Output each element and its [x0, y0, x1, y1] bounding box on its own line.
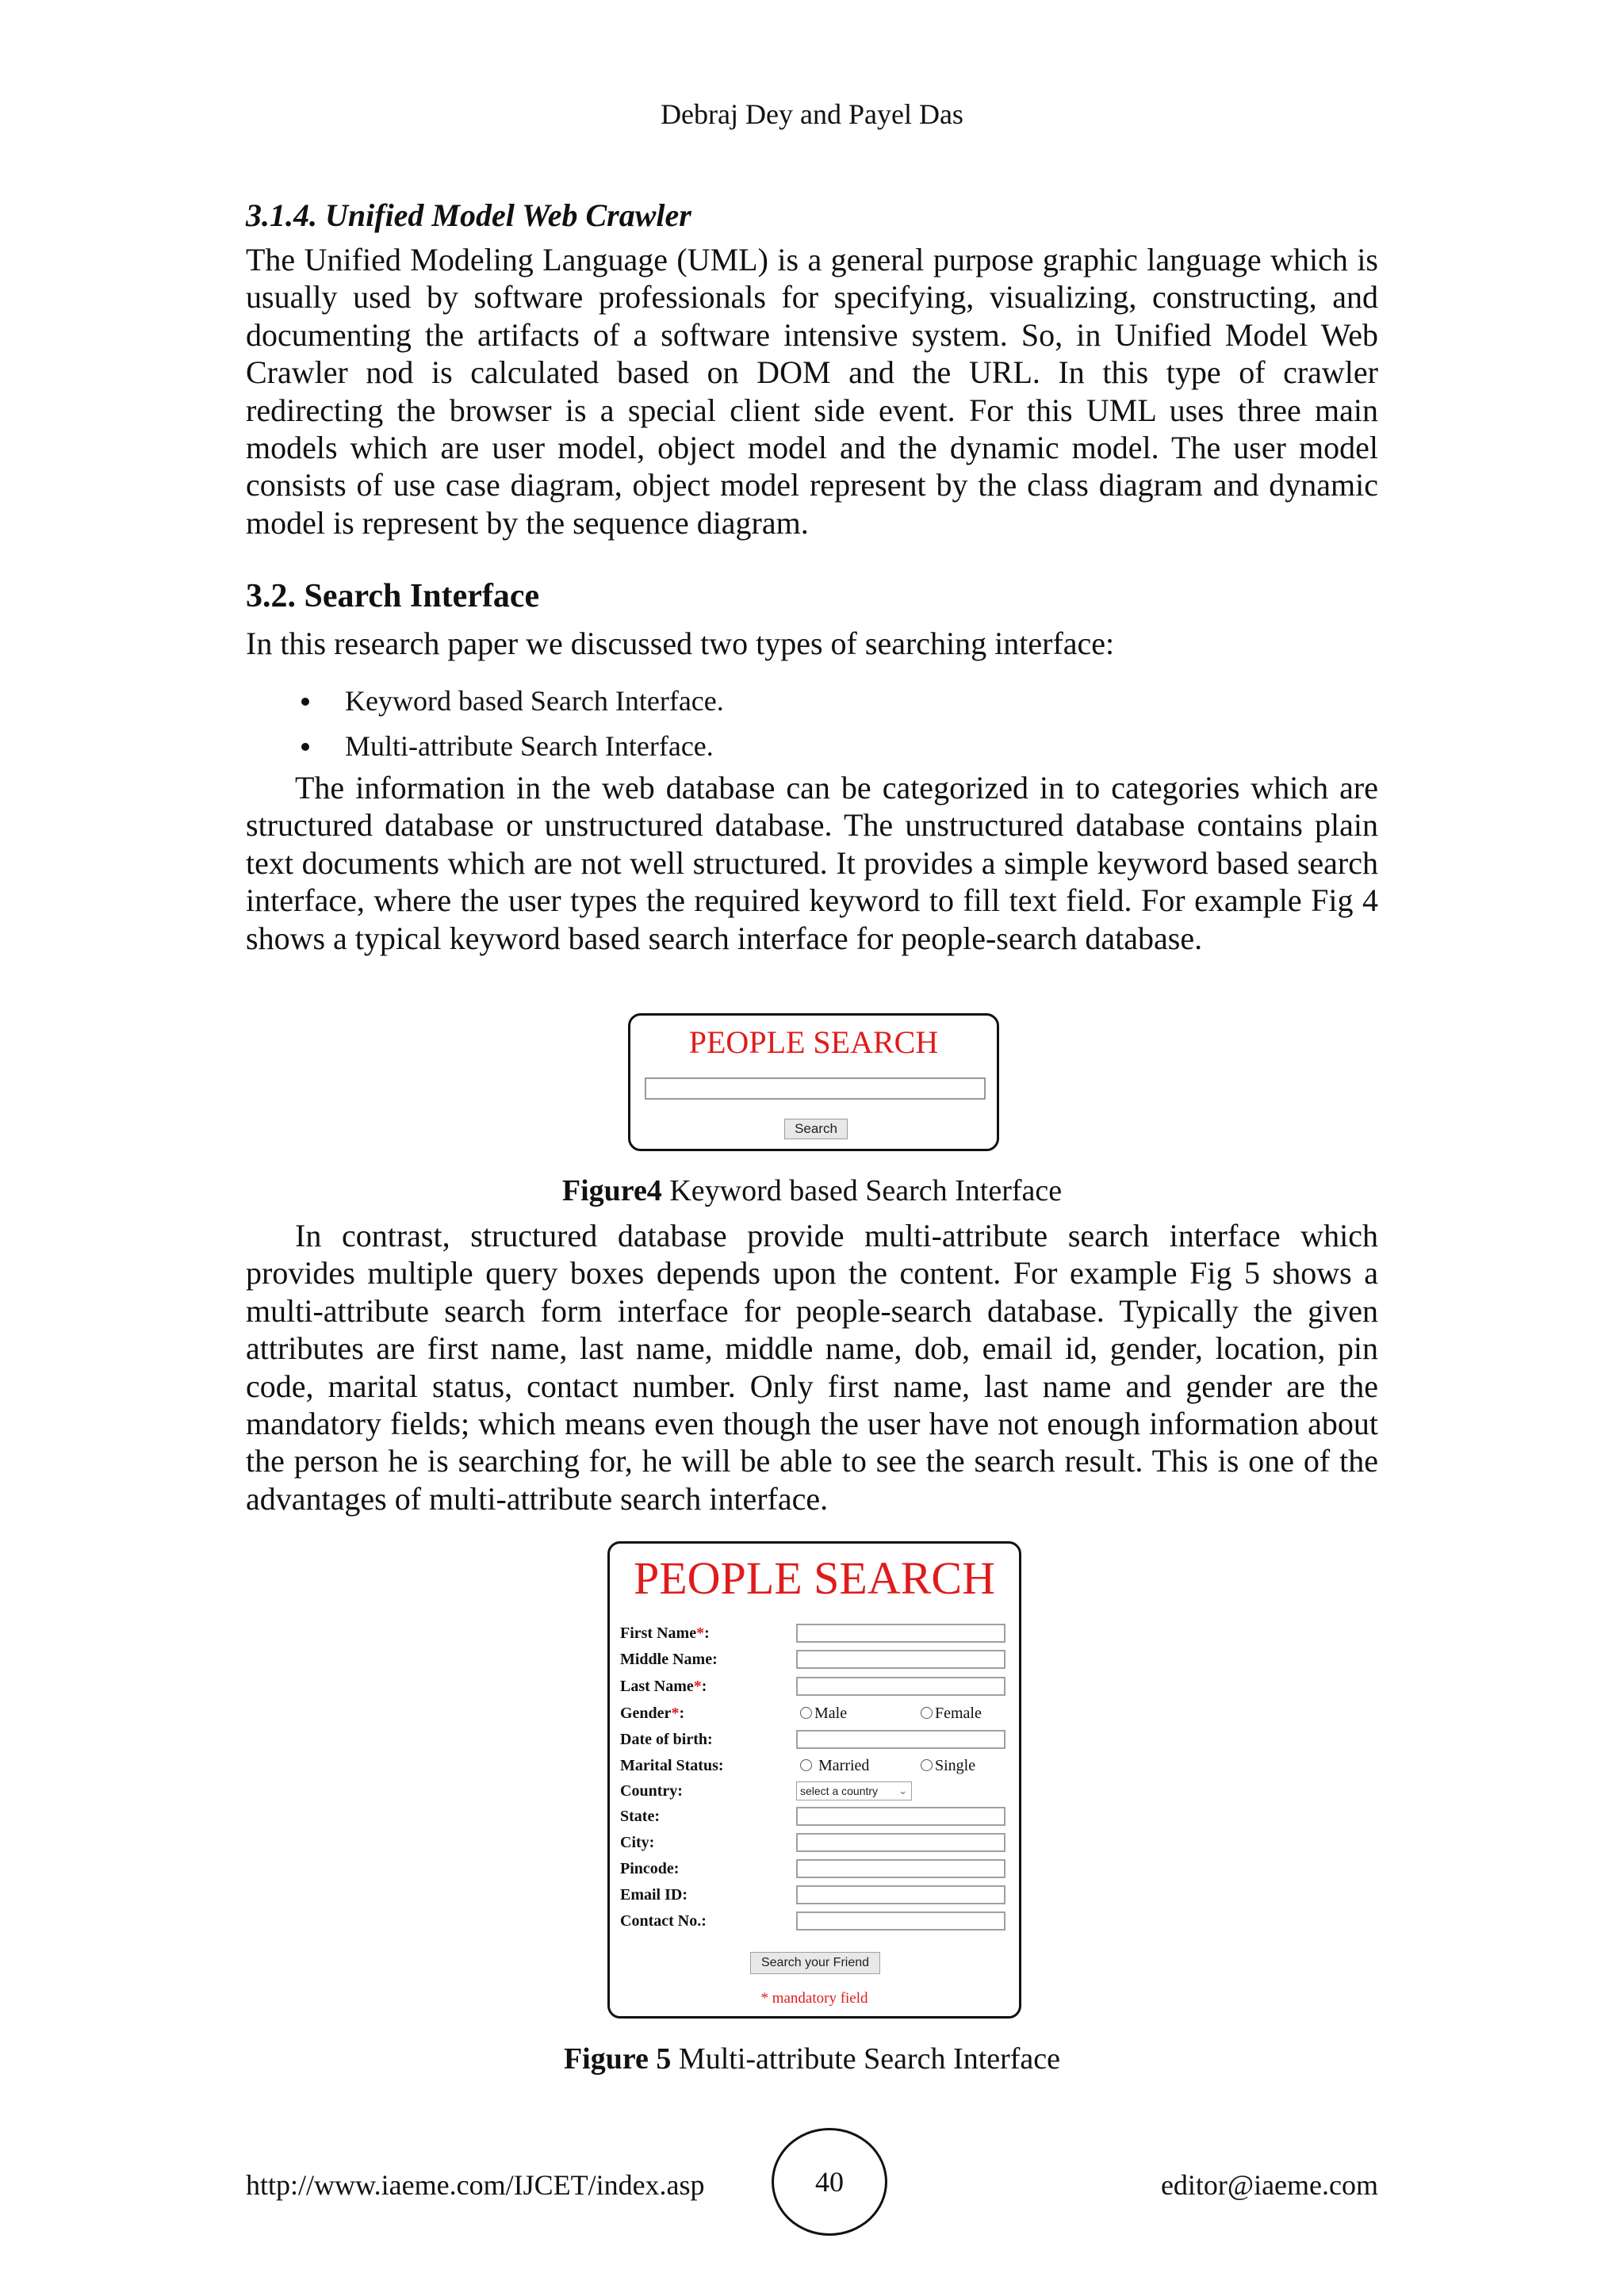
search-friend-button[interactable]: Search your Friend [750, 1952, 880, 1974]
section-title: 3.2. Search Interface [246, 578, 540, 614]
marital-status-label: Marital Status: [620, 1757, 724, 1774]
page-number: 40 [772, 2128, 887, 2236]
country-label: Country: [620, 1782, 683, 1800]
gender-label: Gender*: [620, 1705, 685, 1722]
figure5-title: PEOPLE SEARCH [633, 1552, 995, 1604]
pincode-input[interactable] [796, 1859, 1005, 1878]
figure5-multi-attribute-search [607, 1541, 1021, 2019]
running-header: Debraj Dey and Payel Das [661, 98, 963, 130]
paragraph-uml: The Unified Modeling Language (UML) is a general purpose graphic language which is usually used by software professionals for specifying, visualizing, constructing, and documenting the artifacts of a software intensive system. So, in Unified Model Web Crawler nod is calculated based on DOM and the URL. In this type of crawler redirecting the browser is a special client side event. For this UML uses three main models which are user model, object model and the dynamic model. The user model consists of use case diagram, object model represent by the class diagram and dynamic model is represent by the sequence diagram. [246, 242, 1378, 541]
list-item: Multi-attribute Search Interface. [301, 724, 724, 769]
radio-circle-icon [921, 1759, 933, 1771]
marital-single-radio[interactable]: Single [921, 1756, 975, 1775]
email-input[interactable] [796, 1885, 1005, 1904]
email-label: Email ID: [620, 1886, 688, 1904]
first-name-label: First Name*: [620, 1624, 710, 1642]
subsection-title: 3.1.4. Unified Model Web Crawler [246, 197, 691, 233]
figure4-keyword-search [628, 1013, 999, 1151]
chevron-down-icon: ⌄ [898, 1785, 907, 1797]
marital-married-radio[interactable]: Married [800, 1756, 869, 1775]
paragraph-multiattribute: In contrast, structured database provide multi-attribute search interface which provides multiple query boxes depends upon the content. For example Fig 5 shows a multi-attribute search form interface for people-search database. Typically the given attributes are first name, last name, middle name, dob, email id, gender, location, pin code, marital status, contact number. Only first name, last name and gender are the mandatory fields; which means even though the user have not enough information about the person he is searching for, he will be able to see the search result. This is one of the advantages of multi-attribute search interface. [246, 1218, 1378, 1517]
bullet-list [301, 679, 724, 769]
keyword-input[interactable] [645, 1077, 986, 1100]
country-select[interactable]: select a country ⌄ [796, 1781, 912, 1800]
dob-input[interactable] [796, 1730, 1005, 1749]
bullet-icon [301, 698, 309, 706]
bullet-icon [301, 743, 309, 751]
mandatory-note: * mandatory field [760, 1990, 868, 2007]
contact-input[interactable] [796, 1911, 1005, 1931]
paragraph-structured: The information in the web database can be categorized in to categories which are structured database or unstructured database. The unstructured database contains plain text documents which are not well structured. It provides a simple keyword based search interface, where the user types the required keyword to fill text field. For example Fig 4 shows a typical keyword based search interface for people-search database. [246, 770, 1378, 956]
radio-circle-icon [921, 1707, 933, 1719]
middle-name-label: Middle Name: [620, 1651, 718, 1668]
list-item: Keyword based Search Interface. [301, 679, 724, 724]
first-name-input[interactable] [796, 1624, 1005, 1643]
search-button[interactable]: Search [784, 1119, 848, 1139]
paragraph-intro: In this research paper we discussed two types of searching interface: [246, 626, 1115, 661]
radio-circle-icon [800, 1759, 812, 1771]
radio-circle-icon [800, 1707, 812, 1719]
figure4-caption: Figure4 Keyword based Search Interface [561, 1174, 1063, 1207]
dob-label: Date of birth: [620, 1731, 713, 1748]
gender-male-radio[interactable]: Male [800, 1704, 847, 1723]
gender-female-radio[interactable]: Female [921, 1704, 982, 1723]
pincode-label: Pincode: [620, 1860, 680, 1877]
city-input[interactable] [796, 1833, 1005, 1852]
last-name-label: Last Name*: [620, 1678, 707, 1695]
state-label: State: [620, 1808, 660, 1825]
state-input[interactable] [796, 1807, 1005, 1826]
contact-label: Contact No.: [620, 1912, 707, 1930]
figure4-title: PEOPLE SEARCH [688, 1024, 939, 1060]
city-label: City: [620, 1834, 655, 1851]
footer-url[interactable]: http://www.iaeme.com/IJCET/index.asp [246, 2169, 705, 2201]
figure5-caption: Figure 5 Multi-attribute Search Interface [563, 2042, 1061, 2076]
middle-name-input[interactable] [796, 1650, 1005, 1669]
last-name-input[interactable] [796, 1677, 1005, 1696]
footer-email[interactable]: editor@iaeme.com [1160, 2169, 1378, 2201]
